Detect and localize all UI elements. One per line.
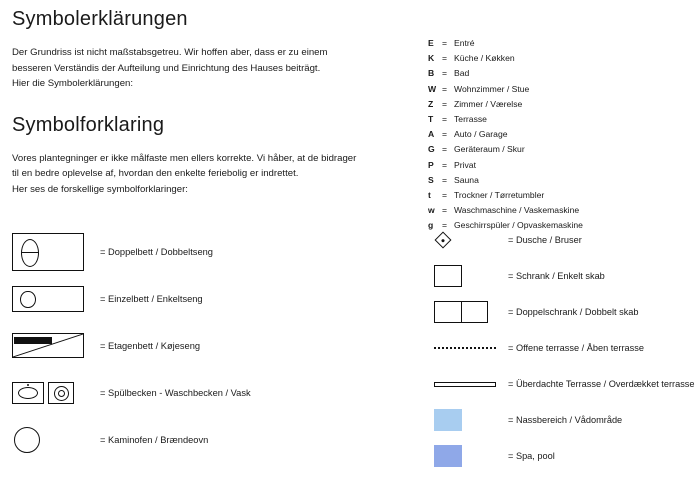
abbr-eq: = — [442, 113, 448, 124]
legend-eq-covered-terrace: = — [508, 379, 514, 389]
legend-row-fireplace — [12, 416, 412, 463]
abbr-value: Küche / Køkken — [454, 53, 515, 64]
abbr-eq: = — [442, 174, 448, 185]
abbr-eq: = — [442, 68, 448, 79]
page-title-de: Symbolerklärungen — [12, 8, 188, 30]
legend-label-fireplace — [88, 435, 208, 445]
open-terrace-icon — [428, 347, 508, 349]
legend-text-sink: Spülbecken - Waschbecken / Vask — [108, 387, 251, 398]
legend-row-covered-terrace — [428, 366, 698, 402]
abbr-value: Privat — [454, 159, 476, 170]
abbreviation-row — [428, 97, 688, 112]
intro-da-line-1: Vores plantegninger er ikke målfaste men ellers korrekte. Vi håber, at de bidrager — [12, 152, 357, 164]
abbr-eq: = — [442, 98, 448, 109]
abbreviation-row — [428, 112, 688, 127]
legend-label-sink — [88, 388, 251, 398]
legend-label-double-bed — [88, 247, 213, 257]
page-title-da: Symbolforklaring — [12, 113, 165, 136]
abbr-key: t — [428, 189, 431, 200]
abbr-key: B — [428, 68, 435, 79]
abbreviation-row — [428, 82, 688, 97]
legend-text-open-terrace: Offene terrasse / Åben terrasse — [515, 343, 644, 353]
abbreviation-row — [428, 36, 688, 51]
abbr-eq: = — [442, 189, 448, 200]
legend-label-single-bed — [88, 294, 203, 304]
intro-da-line-2: til en bedre oplevelse af, hvordan den enkelte feriebolig er indrettet. — [12, 168, 299, 180]
intro-paragraph-de — [12, 45, 357, 92]
abbr-key: P — [428, 159, 434, 170]
legend-eq-bunk-bed: = — [100, 340, 106, 351]
abbr-eq: = — [442, 205, 448, 216]
legend-row-spa-pool — [428, 438, 698, 474]
abbr-eq: = — [442, 53, 448, 64]
intro-de-line-1: Der Grundriss ist nicht maßstabsgetreu. Wir hoffen aber, dass er zu einem — [12, 47, 328, 58]
legend-eq-single-bed: = — [100, 293, 106, 304]
sink-basin-icon — [12, 382, 44, 404]
intro-de-line-2: besseren Verständis der Aufteilung und Einrichtung des Hauses beiträgt. — [12, 62, 321, 74]
abbr-key: S — [428, 174, 434, 185]
legend-row-sink — [12, 369, 412, 416]
abbr-value: Wohnzimmer / Stue — [454, 83, 530, 94]
intro-da-line-3: Her ses de forskellige symbolforklaringer: — [12, 183, 188, 195]
legend-row-wardrobe-single — [428, 258, 698, 294]
double-bed-icon — [12, 233, 88, 271]
abbr-key: w — [428, 205, 435, 216]
legend-label-bunk-bed — [88, 341, 200, 351]
legend-label-open-terrace — [508, 343, 644, 353]
bunk-bed-icon — [12, 333, 88, 358]
legend-row-open-terrace — [428, 330, 698, 366]
left-symbol-legend — [12, 228, 412, 463]
legend-row-single-bed — [12, 275, 412, 322]
abbr-eq: = — [442, 129, 448, 140]
legend-text-wet-area: Nassbereich / Vådområde — [515, 415, 623, 425]
abbreviation-row — [428, 51, 688, 66]
single-bed-icon — [12, 286, 88, 312]
legend-text-wardrobe-double: Doppelschrank / Dobbelt skab — [515, 307, 639, 317]
legend-text-spa-pool: Spa, pool — [515, 451, 555, 461]
abbr-value: Geschirrspüler / Opvaskemaskine — [454, 220, 583, 231]
legend-row-wardrobe-double — [428, 294, 698, 330]
legend-eq-sink: = — [100, 387, 106, 398]
abbr-eq: = — [442, 83, 448, 94]
abbr-key: G — [428, 144, 435, 155]
abbreviation-row — [428, 127, 688, 142]
legend-text-single-bed: Einzelbett / Enkeltseng — [108, 293, 203, 304]
abbreviation-row — [428, 66, 688, 81]
legend-label-wardrobe-double — [508, 307, 639, 317]
legend-text-covered-terrace: Überdachte Terrasse / Overdækket terrasse — [515, 379, 695, 389]
wet-area-swatch-icon — [428, 409, 508, 431]
legend-row-bunk-bed — [12, 322, 412, 369]
abbr-key: W — [428, 83, 437, 94]
sink-round-icon — [48, 382, 74, 404]
abbr-eq: = — [442, 38, 448, 48]
legend-label-shower — [508, 235, 582, 245]
shower-icon — [428, 234, 508, 246]
abbreviation-list — [428, 36, 688, 233]
legend-eq-spa-pool: = — [508, 451, 514, 461]
abbr-key: g — [428, 220, 434, 231]
legend-eq-wardrobe-double: = — [508, 307, 514, 317]
legend-row-wet-area — [428, 402, 698, 438]
abbr-value: Waschmaschine / Vaskemaskine — [454, 205, 580, 216]
sink-icon — [12, 382, 88, 404]
wardrobe-single-icon — [428, 265, 508, 287]
abbreviation-row — [428, 158, 688, 173]
legend-row-shower — [428, 222, 698, 258]
legend-label-covered-terrace — [508, 379, 695, 389]
abbr-eq: = — [442, 144, 448, 155]
legend-text-shower: Dusche / Bruser — [515, 235, 582, 245]
abbreviation-row — [428, 203, 688, 218]
right-symbol-legend — [428, 222, 698, 474]
legend-row-double-bed — [12, 228, 412, 275]
abbr-key: Z — [428, 98, 434, 109]
legend-text-double-bed: Doppelbett / Dobbeltseng — [108, 246, 213, 257]
legend-label-spa-pool — [508, 451, 555, 461]
abbr-value: Entré — [454, 38, 475, 48]
abbr-value: Bad — [454, 68, 470, 79]
abbr-value: Auto / Garage — [454, 129, 508, 140]
abbr-eq: = — [442, 220, 448, 231]
legend-eq-double-bed: = — [100, 246, 106, 257]
left-text-column — [12, 0, 412, 197]
abbreviation-row — [428, 142, 688, 157]
abbr-value: Trockner / Tørretumbler — [454, 189, 545, 200]
spa-pool-swatch-icon — [428, 445, 508, 467]
legend-eq-shower: = — [508, 235, 514, 245]
legend-eq-wet-area: = — [508, 415, 514, 425]
legend-eq-open-terrace: = — [508, 343, 514, 353]
intro-de-line-3: Hier die Symbolerklärungen: — [12, 78, 134, 90]
legend-text-wardrobe-single: Schrank / Enkelt skab — [515, 271, 605, 281]
legend-eq-wardrobe-single: = — [508, 271, 514, 281]
abbr-eq: = — [442, 159, 448, 170]
abbr-value: Terrasse — [454, 113, 487, 124]
abbreviation-row — [428, 173, 688, 188]
abbr-value: Sauna — [454, 174, 479, 185]
legend-label-wardrobe-single — [508, 271, 605, 281]
fireplace-icon — [12, 427, 88, 453]
covered-terrace-icon — [428, 382, 508, 387]
abbr-key: T — [428, 113, 434, 124]
abbr-value: Geräteraum / Skur — [454, 144, 525, 155]
legend-eq-fireplace: = — [100, 434, 106, 445]
wardrobe-double-icon — [428, 301, 508, 323]
abbreviation-row — [428, 188, 688, 203]
abbr-key: K — [428, 53, 435, 64]
abbr-key: A — [428, 129, 435, 140]
intro-paragraph-da — [12, 151, 357, 198]
legend-text-bunk-bed: Etagenbett / Køjeseng — [108, 340, 201, 351]
abbr-key: E — [428, 38, 434, 48]
legend-text-fireplace: Kaminofen / Brændeovn — [108, 434, 209, 445]
legend-label-wet-area — [508, 415, 622, 425]
abbr-value: Zimmer / Værelse — [454, 98, 523, 109]
